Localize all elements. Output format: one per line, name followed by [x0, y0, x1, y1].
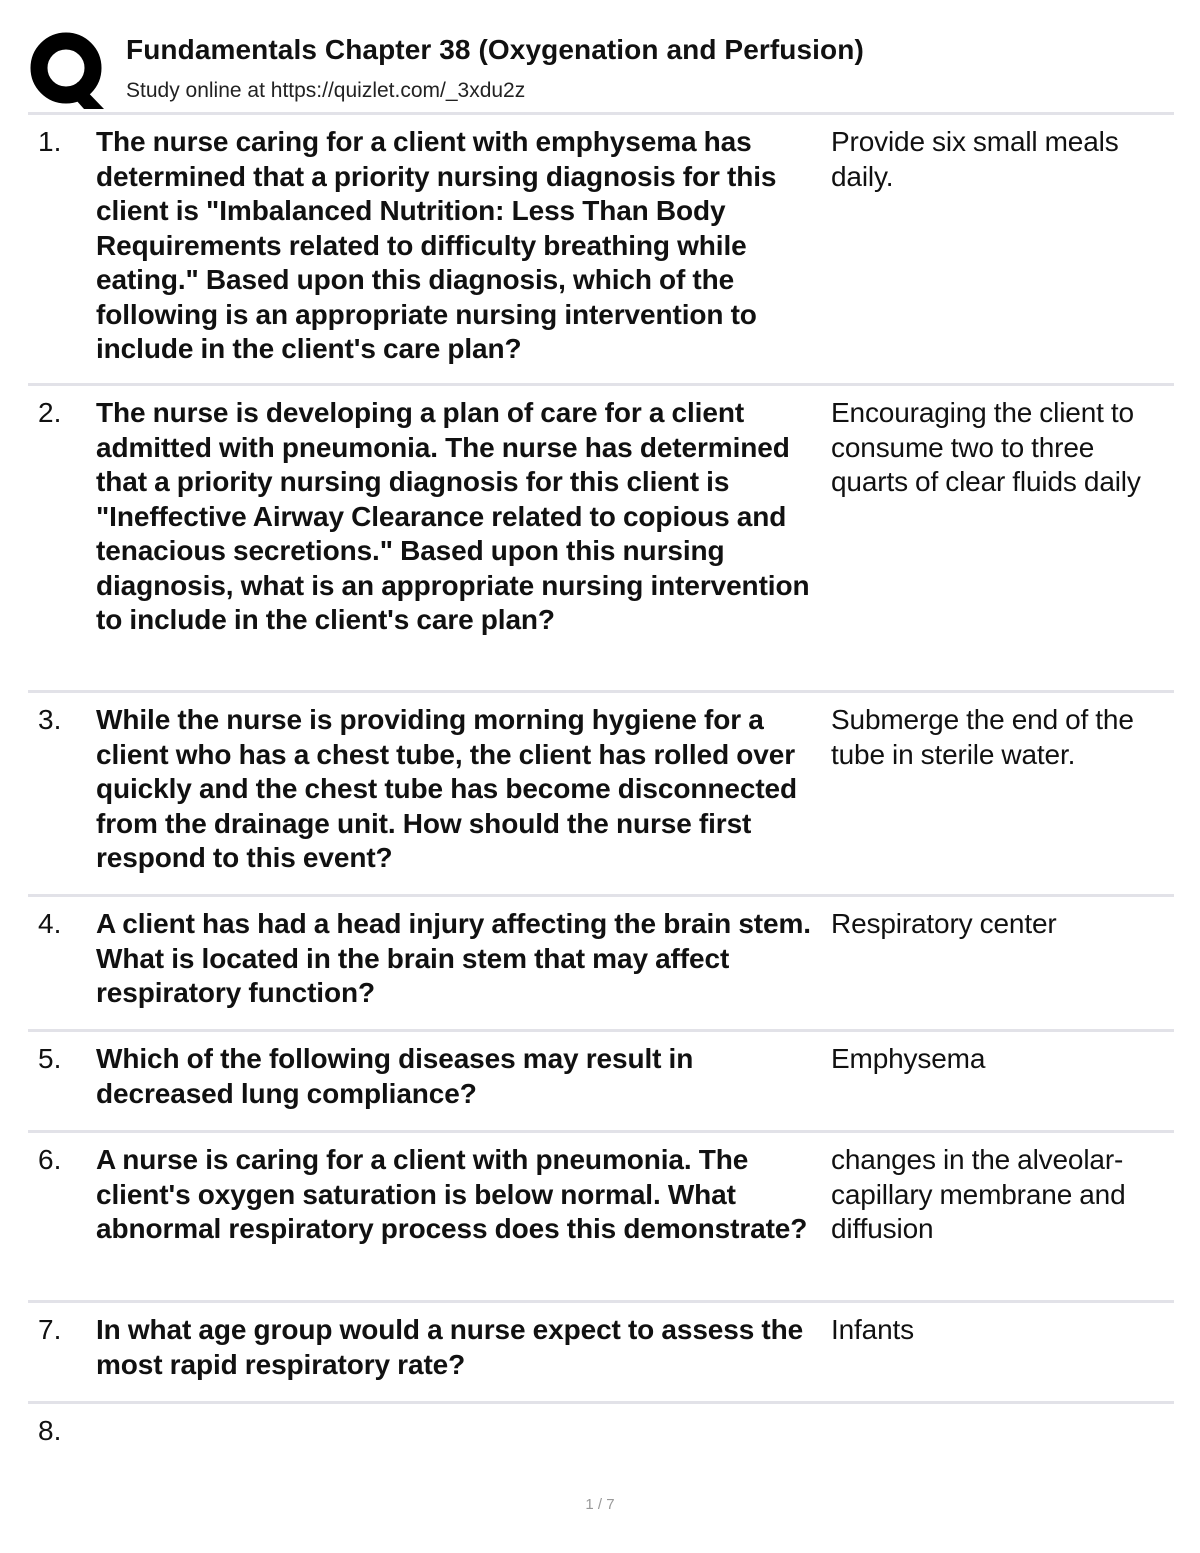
page-indicator: 1 / 7	[585, 1496, 615, 1513]
card-definition: Encouraging the client to consume two to three quarts of clear fluids daily	[831, 397, 1141, 497]
card-term: In what age group would a nurse expect to assess the most rapid respiratory rate?	[96, 1314, 804, 1380]
card-number: 4.	[38, 908, 62, 939]
flashcard-row	[28, 386, 1174, 693]
card-definition: Provide six small meals daily.	[831, 126, 1119, 192]
card-number: 5.	[38, 1043, 62, 1074]
card-number: 3.	[38, 704, 62, 735]
flashcard-list	[28, 115, 1174, 1464]
card-term: Which of the following diseases may result in decreased lung compliance?	[96, 1043, 694, 1109]
quizlet-logo-icon	[28, 30, 108, 110]
card-definition: Infants	[831, 1314, 915, 1345]
card-number: 7.	[38, 1314, 62, 1345]
card-term: The nurse is developing a plan of care for a client admitted with pneumonia. The nurse has determined that a priority nursing diagnosis for this client is "Ineffective Airway Clearance related to copious and tenacious secretions." Based upon this nursing diagnosis, what is an appropriate nursing intervention to include in the client's care plan?	[96, 397, 810, 635]
card-number: 1.	[38, 126, 62, 157]
card-term: A client has had a head injury affecting the brain stem. What is located in the brain stem that may affect respiratory function?	[96, 908, 811, 1008]
card-number: 2.	[38, 397, 62, 428]
study-online-link[interactable]: Study online at https://quizlet.com/_3xdu2z	[126, 79, 526, 102]
card-definition: Emphysema	[831, 1043, 986, 1074]
flashcard-row	[28, 115, 1174, 386]
document-title: Fundamentals Chapter 38 (Oxygenation and Perfusion)	[126, 34, 864, 65]
flashcard-row	[28, 1133, 1174, 1303]
card-definition: Respiratory center	[831, 908, 1057, 939]
card-term: A nurse is caring for a client with pneumonia. The client's oxygen saturation is below normal. What abnormal respiratory process does this demonstrate?	[96, 1144, 808, 1244]
flashcard-row	[28, 1404, 1174, 1464]
card-definition: changes in the alveolar-capillary membrane and diffusion	[831, 1144, 1126, 1244]
card-definition: Submerge the end of the tube in sterile water.	[831, 704, 1134, 770]
card-number: 6.	[38, 1144, 62, 1175]
flashcard-row	[28, 1303, 1174, 1404]
flashcard-row	[28, 693, 1174, 897]
flashcard-row	[28, 897, 1174, 1032]
flashcard-row	[28, 1032, 1174, 1133]
card-term: The nurse caring for a client with emphysema has determined that a priority nursing diagnosis for this client is "Imbalanced Nutrition: Less Than Body Requirements related to difficulty breathing while eating." Based upon this diagnosis, which of the following is an appropriate nursing intervention to include in the client's care plan?	[96, 126, 777, 364]
card-number: 8.	[38, 1415, 62, 1446]
card-term: While the nurse is providing morning hygiene for a client who has a chest tube, the client has rolled over quickly and the chest tube has become disconnected from the drainage unit. How should the nurse first respond to this event?	[96, 704, 798, 873]
document-header	[28, 30, 1174, 110]
